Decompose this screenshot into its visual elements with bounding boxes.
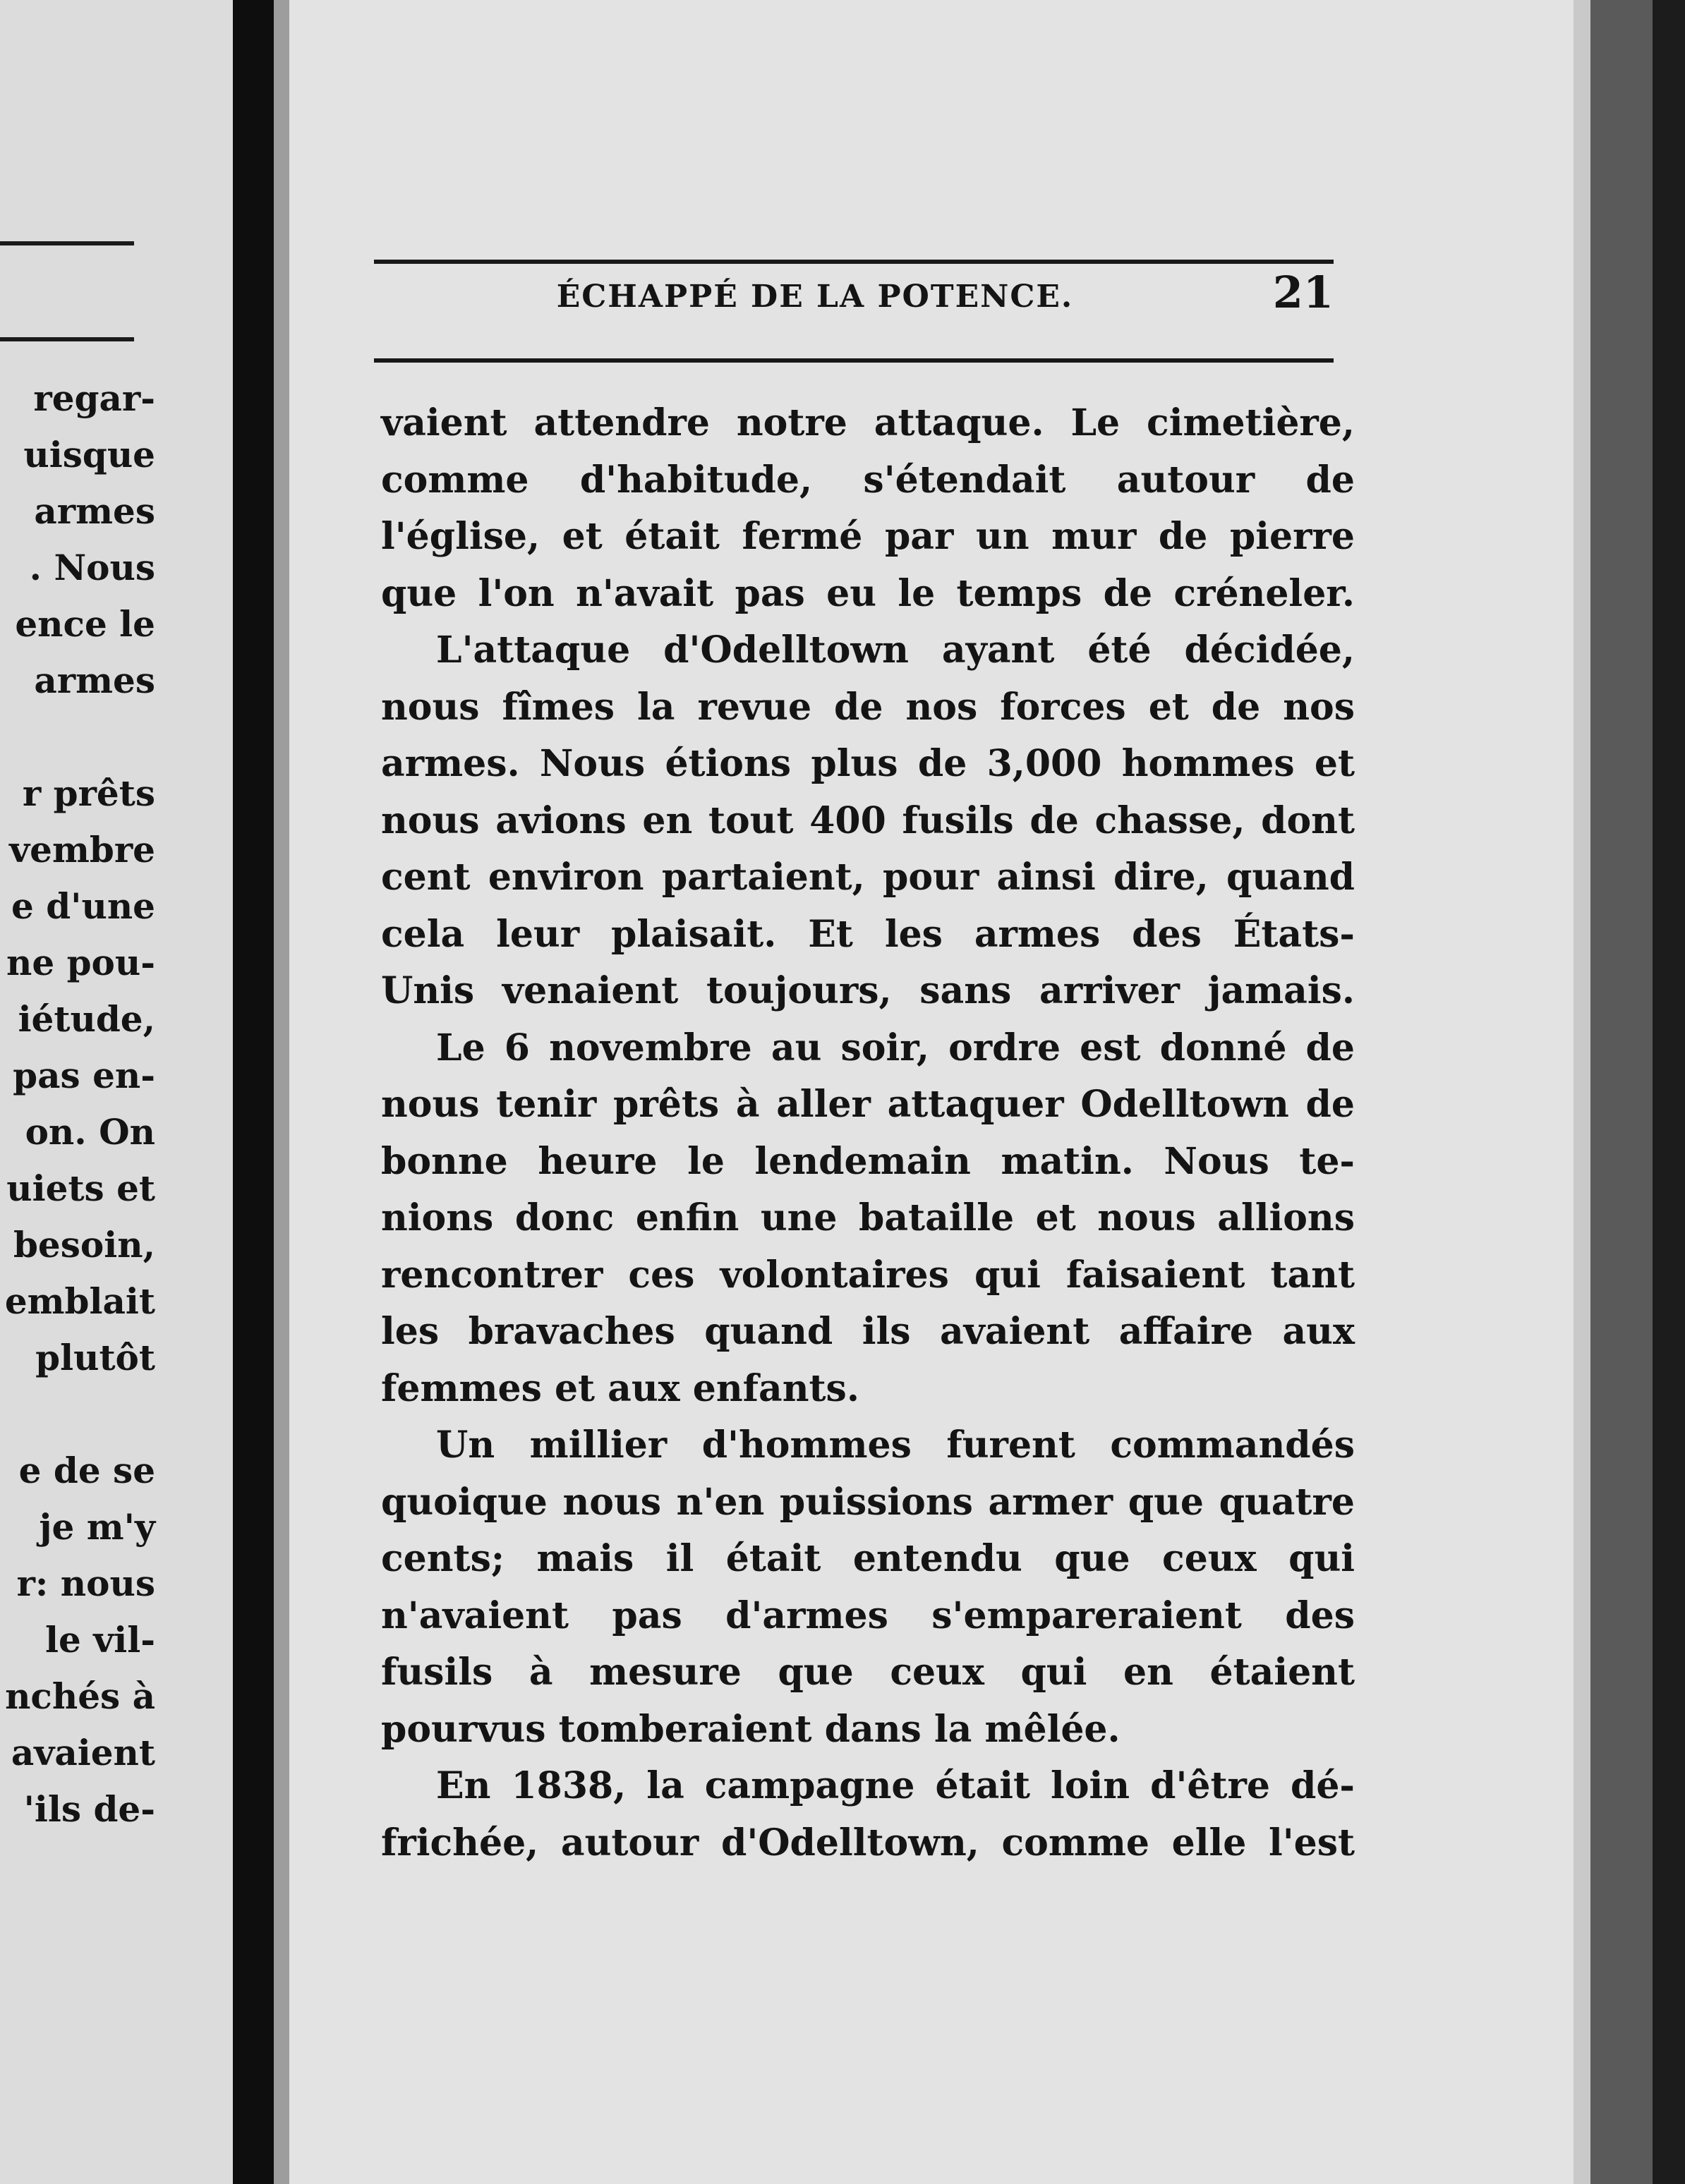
header-rule-top bbox=[374, 260, 1334, 264]
left-line: pas en- bbox=[13, 1055, 155, 1096]
left-line: regar- bbox=[33, 377, 155, 419]
left-page-rule-top bbox=[0, 241, 134, 245]
text-line: cents; mais il était entendu que ceux qui bbox=[381, 1537, 1355, 1580]
left-line: r: nous bbox=[16, 1563, 155, 1604]
text-line: fusils à mesure que ceux qui en étaient bbox=[381, 1651, 1355, 1694]
left-line: besoin, bbox=[13, 1224, 155, 1266]
text-line: comme d'habitude, s'étendait autour de bbox=[381, 458, 1355, 502]
text-line: les bravaches quand ils avaient affaire aux bbox=[381, 1310, 1355, 1353]
left-line: r prêts bbox=[22, 772, 155, 814]
left-line: on. On bbox=[25, 1111, 155, 1153]
text-line: nous fîmes la revue de nos forces et de nos bbox=[381, 685, 1355, 729]
left-line: ne pou- bbox=[6, 942, 155, 983]
left-line: avaient bbox=[11, 1732, 155, 1773]
text-line: armes. Nous étions plus de 3,000 hommes et bbox=[381, 742, 1355, 785]
left-line: armes bbox=[34, 490, 155, 532]
left-page-rule-bottom bbox=[0, 337, 134, 341]
text-line: pourvus tomberaient dans la mêlée. bbox=[381, 1707, 1121, 1751]
text-line: bonne heure le lendemain matin. Nous te- bbox=[381, 1139, 1355, 1183]
text-line: femmes et aux enfants. bbox=[381, 1366, 859, 1410]
left-line: je m'y bbox=[39, 1506, 155, 1548]
text-line: vaient attendre notre attaque. Le cimetière, bbox=[381, 401, 1355, 444]
page-number: 21 bbox=[1272, 267, 1334, 318]
text-line: cent environ partaient, pour ainsi dire, quand bbox=[381, 856, 1355, 899]
left-paragraph-gap bbox=[0, 1386, 155, 1443]
page-edge bbox=[1574, 0, 1590, 2184]
text-line: Unis venaient toujours, sans arriver jamais. bbox=[381, 969, 1355, 1012]
body-text bbox=[381, 395, 1355, 1871]
left-line: uiets et bbox=[6, 1167, 155, 1209]
text-line: que l'on n'avait pas eu le temps de créneler. bbox=[381, 571, 1355, 615]
page-stack-edge bbox=[1590, 0, 1653, 2184]
left-line: ence le bbox=[15, 603, 155, 645]
left-page-text bbox=[0, 370, 155, 1838]
text-line: l'église, et était fermé par un mur de pierre bbox=[381, 515, 1355, 558]
left-line: armes bbox=[34, 660, 155, 701]
left-line: plutôt bbox=[35, 1337, 155, 1378]
text-line: En 1838, la campagne était loin d'être dé- bbox=[436, 1764, 1355, 1807]
text-line: Le 6 novembre au soir, ordre est donné de bbox=[436, 1026, 1355, 1069]
left-line bbox=[0, 709, 155, 765]
text-line: cela leur plaisait. Et les armes des États- bbox=[381, 912, 1355, 956]
left-line: emblait bbox=[4, 1280, 155, 1322]
text-line: L'attaque d'Odelltown ayant été décidée, bbox=[436, 629, 1355, 672]
left-line: e d'une bbox=[11, 885, 155, 927]
text-line: quoique nous n'en puissions armer que quatre bbox=[381, 1480, 1355, 1524]
left-line: . Nous bbox=[29, 547, 155, 588]
left-facing-page bbox=[0, 0, 233, 2184]
binding-gutter bbox=[233, 0, 274, 2184]
text-line: frichée, autour d'Odelltown, comme elle l'est bbox=[381, 1821, 1355, 1864]
left-line: uisque bbox=[23, 434, 155, 475]
text-line: Un millier d'hommes furent commandés bbox=[436, 1424, 1355, 1467]
left-line: vembre bbox=[9, 829, 155, 870]
text-line: rencontrer ces volontaires qui faisaient tant bbox=[381, 1253, 1355, 1297]
text-line: nions donc enfin une bataille et nous allions bbox=[381, 1196, 1355, 1239]
book-cover-edge bbox=[1653, 0, 1685, 2184]
left-line: iétude, bbox=[18, 998, 155, 1040]
binding-shadow bbox=[274, 0, 289, 2184]
text-line: nous avions en tout 400 fusils de chasse, dont bbox=[381, 799, 1355, 842]
text-line: n'avaient pas d'armes s'empareraient des bbox=[381, 1594, 1355, 1637]
left-line: le vil- bbox=[44, 1619, 155, 1661]
left-line: 'ils de- bbox=[23, 1788, 155, 1830]
left-line: nchés à bbox=[5, 1675, 155, 1717]
header-rule-bottom bbox=[374, 358, 1334, 363]
left-line: e de se bbox=[18, 1450, 155, 1491]
text-line: nous tenir prêts à aller attaquer Odelltown de bbox=[381, 1083, 1355, 1126]
running-title: ÉCHAPPÉ DE LA POTENCE. bbox=[556, 279, 1074, 315]
